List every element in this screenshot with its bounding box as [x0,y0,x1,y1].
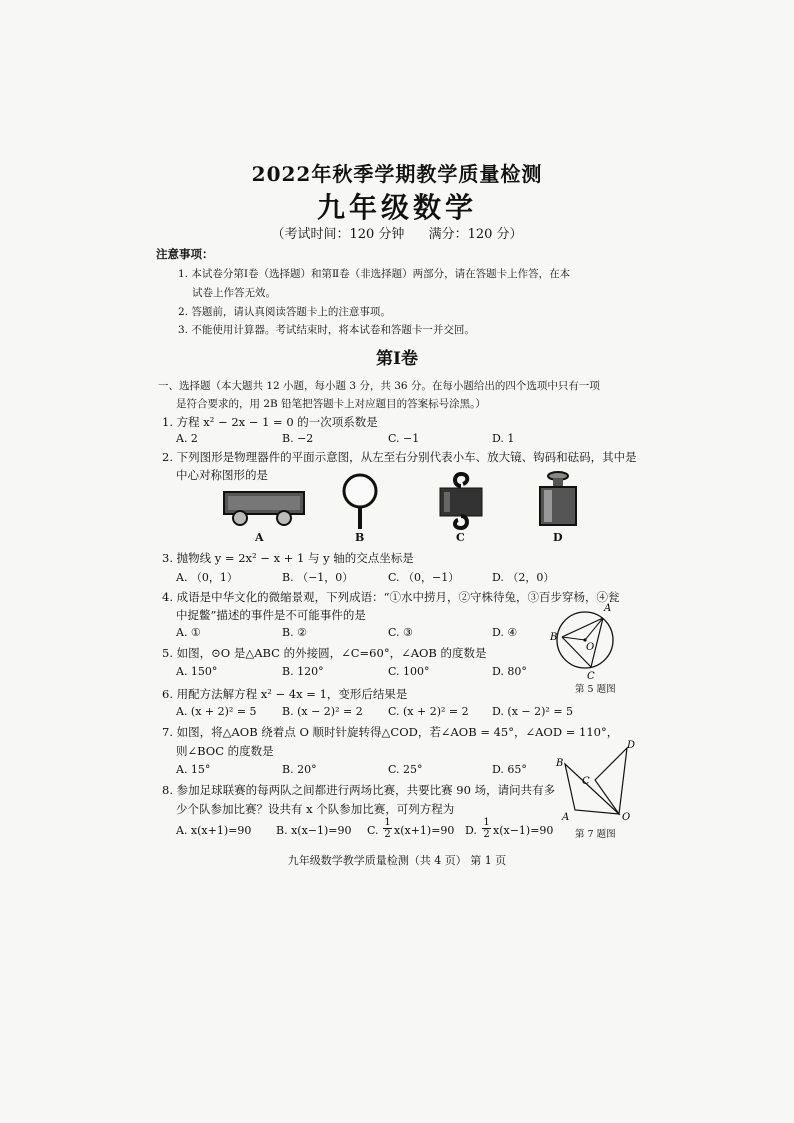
question-4-stem: 4. 成语是中华文化的微缩景观，下列成语：“①水中捞月，②守株待兔，③百步穿杨，④瓮 [162,590,620,604]
option-d-label: D. [465,824,477,837]
section-instruction: 是符合要求的，用 2B 铅笔把答题卡上对应题目的答案标号涂黑。） [176,398,486,410]
figure-label-d: D [553,531,563,544]
question-6-stem: 6. 用配方法解方程 x² − 4x = 1，变形后结果是 [162,687,408,701]
exam-title: 2022年秋季学期教学质量检测 [251,162,543,186]
weight-figure [534,470,582,528]
option-d: D. 80° [492,665,527,678]
option-a: A. 150° [176,665,218,678]
point-label-o: O [622,812,631,823]
notice-item: 1. 本试卷分第Ⅰ卷（选择题）和第Ⅱ卷（非选择题）两部分，请在答题卡上作答，在本 [178,268,571,280]
magnifier-figure [340,472,380,530]
fraction-half [383,817,392,840]
exam-info [0,223,794,242]
q5-circle-figure [545,600,621,682]
question-7-stem: 7. 如图，将△AOB 绕着点 O 顺时针旋转得△COD，若∠AOB = 45°，∠AOD = 110°， [162,725,619,739]
option-b: B. 20° [282,763,317,776]
figure-label-b: B [355,531,365,544]
volume-title: 第Ⅰ卷 [376,349,418,369]
question-3-stem: 3. 抛物线 y = 2x² − x + 1 与 y 轴的交点坐标是 [162,551,414,565]
option-c: C. (x + 2)² = 2 [388,705,469,718]
option-c-expr: x(x+1)=90 [394,824,455,837]
option-c: C. 25° [388,763,423,776]
option-a: A. ① [176,626,201,639]
option-d: D. 1 [492,432,515,445]
option-c-label: C. [367,824,379,837]
question-7-stem: 则∠BOC 的度数是 [176,744,274,758]
point-label-c: C [587,671,595,682]
fraction-numerator: 1 [483,817,490,828]
question-2-stem: 中心对称图形的是 [176,468,268,482]
point-label-a: A [604,603,612,614]
notice-item: 3. 不能使用计算器。考试结束时，将本试卷和答题卡一并交回。 [178,324,475,336]
option-b: B. x(x−1)=90 [276,824,352,837]
option-b: B. ② [282,626,307,639]
option-d: D. ④ [492,626,518,639]
option-c: C. 100° [388,665,430,678]
notice-item: 2. 答题前，请认真阅读答题卡上的注意事项。 [178,306,391,318]
option-c: C. （0，−1） [388,571,460,584]
full-score: 满分：120 分） [428,227,523,242]
section-instruction: 一、选择题（本大题共 12 小题，每小题 3 分，共 36 分。在每小题给出的四个选项中只有一项 [158,380,600,392]
page-footer: 九年级数学教学质量检测（共 4 页） 第 1 页 [287,854,507,867]
point-label-d: D [627,740,636,751]
point-label-b: B [556,758,564,769]
option-b: B. 120° [282,665,324,678]
option-b: B. （−1，0） [282,571,354,584]
question-5-stem: 5. 如图，⊙O 是△ABC 的外接圆，∠C=60°，∠AOB 的度数是 [162,646,487,660]
point-label-o: O [586,642,595,653]
option-c: C. ③ [388,626,413,639]
subject-title: 九年级数学 [316,191,477,224]
notice-heading: 注意事项： [156,247,214,261]
q7-rotation-figure [555,736,645,824]
fraction-numerator: 1 [384,817,391,828]
fraction-denominator: 2 [384,829,391,840]
option-a: A. （0，1） [176,571,238,584]
notice-item: 试卷上作答无效。 [192,287,276,299]
question-2-stem: 2. 下列图形是物理器件的平面示意图，从左至右分别代表小车、放大镜、钩码和砝码，其中是 [162,450,637,464]
q5-figure-caption: 第 5 题图 [575,684,616,695]
option-d: D. (x − 2)² = 5 [492,705,574,718]
figure-label-a: A [255,531,264,544]
option-a: A. 2 [176,432,198,445]
option-a: A. (x + 2)² = 5 [176,705,257,718]
fraction-denominator: 2 [483,829,490,840]
question-8-stem: 少个队参加比赛？设共有 x 个队参加比赛，可列方程为 [176,802,455,816]
option-b: B. (x − 2)² = 2 [282,705,363,718]
point-label-c: C [582,776,590,787]
option-b: B. −2 [282,432,314,445]
question-4-stem: 中捉鳖”描述的事件是不可能事件的是 [176,608,366,622]
point-label-a: A [562,812,570,823]
option-d: D. （2，0） [492,571,555,584]
option-d: D. 65° [492,763,527,776]
option-a: A. 15° [176,763,211,776]
hook-weight-figure [436,470,486,532]
option-a: A. x(x+1)=90 [176,824,252,837]
q7-figure-caption: 第 7 题图 [575,829,616,840]
cart-figure [222,486,306,530]
question-8-stem: 8. 参加足球联赛的每两队之间都进行两场比赛，共要比赛 90 场，请问共有多 [162,783,556,797]
option-c: C. −1 [388,432,420,445]
fraction-half [482,817,491,840]
figure-label-c: C [456,531,465,544]
question-1-stem: 1. 方程 x² − 2x − 1 = 0 的一次项系数是 [162,415,378,429]
option-d-expr: x(x−1)=90 [493,824,554,837]
exam-time: （考试时间：120 分钟 [271,227,405,242]
point-label-b: B [550,632,558,643]
